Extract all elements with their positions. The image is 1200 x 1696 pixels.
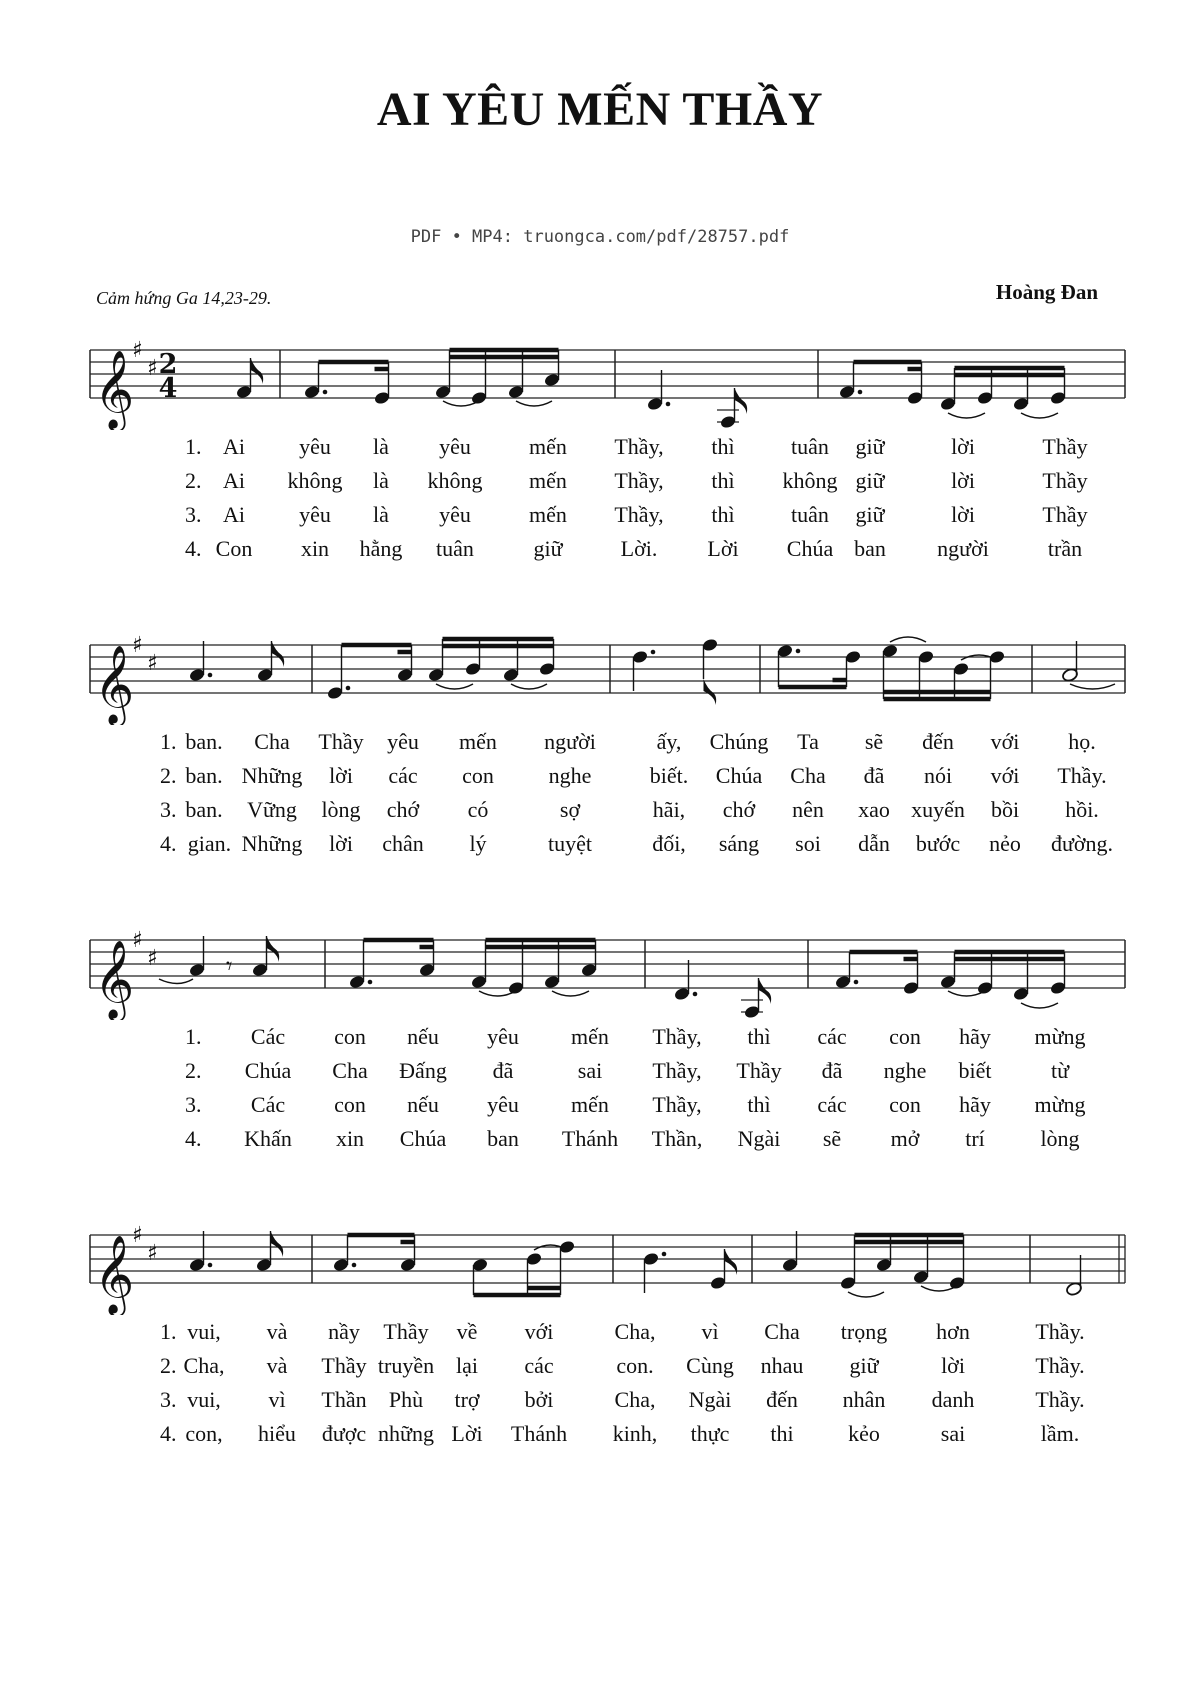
lyric-syllable: với bbox=[990, 763, 1020, 788]
lyric-syllable: không bbox=[427, 468, 483, 493]
tie-slur bbox=[1021, 1003, 1058, 1008]
lyric-syllable: sợ bbox=[559, 797, 581, 822]
lyric-line-verse-2 bbox=[0, 1351, 1200, 1381]
lyric-syllable: truyền bbox=[377, 1353, 435, 1378]
verse-number: 1. bbox=[185, 434, 202, 459]
augmentation-dot bbox=[662, 1252, 667, 1257]
sharp-icon: ♯ bbox=[132, 928, 143, 953]
lyric-syllable: từ bbox=[1050, 1058, 1070, 1083]
treble-clef-icon: 𝄞 bbox=[94, 1235, 135, 1314]
lyric-syllable: Thầy. bbox=[1057, 763, 1107, 788]
lyric-syllable: Ai bbox=[223, 502, 245, 527]
lyric-syllable: Khấn bbox=[244, 1126, 292, 1151]
lyric-syllable: thi bbox=[770, 1421, 794, 1446]
lyric-syllable: đến bbox=[922, 729, 954, 754]
lyric-syllable: hãy bbox=[959, 1024, 991, 1049]
lyric-syllable: mừng bbox=[1034, 1024, 1086, 1049]
staff bbox=[0, 1205, 1200, 1315]
lyric-syllable: thì bbox=[747, 1092, 771, 1117]
tie-slur bbox=[1021, 413, 1058, 418]
lyric-syllable: Cha, bbox=[614, 1387, 656, 1412]
lyric-syllable: là bbox=[373, 502, 389, 527]
lyric-syllable: vì bbox=[268, 1387, 286, 1412]
lyric-syllable: mến bbox=[571, 1024, 609, 1049]
lyric-syllable: mừng bbox=[1034, 1092, 1086, 1117]
lyric-syllable: Lời bbox=[707, 536, 739, 561]
lyric-syllable: lời bbox=[329, 763, 353, 788]
inspiration-note: Cảm hứng Ga 14,23-29. bbox=[96, 288, 272, 308]
lyric-syllable: lời bbox=[941, 1353, 965, 1378]
lyric-syllable: mến bbox=[459, 729, 497, 754]
lyric-syllable: Thánh bbox=[561, 1126, 619, 1151]
lyric-syllable: Chúa bbox=[786, 536, 834, 561]
verse-number: 3. bbox=[185, 502, 202, 527]
lyric-line-verse-4 bbox=[0, 1419, 1200, 1449]
tie-slur bbox=[436, 684, 473, 689]
lyric-syllable: vui, bbox=[187, 1319, 221, 1344]
lyric-syllable: Ngài bbox=[737, 1126, 781, 1151]
music-system-2 bbox=[0, 615, 1200, 905]
lyric-line-verse-3 bbox=[0, 1090, 1200, 1120]
lyric-syllable: Các bbox=[250, 1092, 286, 1117]
lyric-syllable: xuyến bbox=[911, 797, 965, 822]
verse-number: 2. bbox=[185, 1058, 202, 1083]
lyric-syllable: nẻo bbox=[989, 831, 1021, 856]
augmentation-dot bbox=[693, 992, 698, 997]
lyric-syllable: Cha bbox=[332, 1058, 368, 1083]
lyric-syllable: với bbox=[990, 729, 1020, 754]
sharp-icon: ♯ bbox=[132, 338, 143, 363]
verse-number: 3. bbox=[160, 1387, 177, 1412]
lyric-syllable: Vững bbox=[247, 797, 297, 822]
lyric-syllable: hiểu bbox=[258, 1421, 296, 1446]
lyric-line-verse-4 bbox=[0, 534, 1200, 564]
lyric-syllable: sáng bbox=[718, 831, 760, 856]
sharp-icon: ♯ bbox=[147, 1241, 158, 1266]
lyric-syllable: xao bbox=[858, 797, 890, 822]
lyric-syllable: chân bbox=[382, 831, 424, 856]
verse-number: 1. bbox=[185, 1024, 202, 1049]
lyric-syllable: ban bbox=[854, 536, 886, 561]
lyric-syllable: bởi bbox=[524, 1387, 554, 1412]
lyric-syllable: yêu bbox=[439, 502, 471, 527]
lyric-syllable: thì bbox=[711, 502, 735, 527]
lyric-syllable: Lời. bbox=[620, 536, 658, 561]
lyric-line-verse-2 bbox=[0, 466, 1200, 496]
verse-number: 3. bbox=[160, 797, 177, 822]
lyric-syllable: Thầy, bbox=[614, 502, 664, 527]
augmentation-dot bbox=[208, 1263, 213, 1268]
lyric-syllable: Thầy, bbox=[614, 434, 664, 459]
lyric-syllable: Chúa bbox=[715, 763, 763, 788]
lyric-syllable: yêu bbox=[299, 502, 331, 527]
lyric-syllable: Thầy bbox=[1042, 468, 1088, 493]
lyric-syllable: Con bbox=[215, 536, 253, 561]
lyric-syllable: giữ bbox=[533, 536, 563, 561]
verse-number: 4. bbox=[160, 1421, 177, 1446]
lyric-syllable: đã bbox=[863, 763, 885, 788]
lyric-syllable: đến bbox=[766, 1387, 798, 1412]
lyric-syllable: trần bbox=[1047, 536, 1083, 561]
source-link: PDF • MP4: truongca.com/pdf/28757.pdf bbox=[410, 227, 790, 247]
lyric-syllable: yêu bbox=[299, 434, 331, 459]
tie-slur bbox=[511, 684, 547, 689]
lyric-syllable: kinh, bbox=[612, 1421, 658, 1446]
lyric-syllable: ban. bbox=[185, 763, 223, 788]
lyric-syllable: hãy bbox=[959, 1092, 991, 1117]
lyric-syllable: con bbox=[462, 763, 494, 788]
lyric-syllable: đã bbox=[821, 1058, 843, 1083]
lyric-syllable: nói bbox=[923, 763, 953, 788]
lyric-syllable: lý bbox=[469, 831, 487, 856]
lyric-syllable: những bbox=[378, 1421, 434, 1446]
lyric-syllable: vì bbox=[701, 1319, 719, 1344]
lyric-syllable: mến bbox=[529, 502, 567, 527]
lyric-syllable: nhau bbox=[760, 1353, 804, 1378]
lyric-syllable: Cha, bbox=[614, 1319, 656, 1344]
tie-slur bbox=[1070, 684, 1115, 689]
augmentation-dot bbox=[858, 390, 863, 395]
lyric-syllable: với bbox=[524, 1319, 554, 1344]
lyric-syllable: là bbox=[373, 434, 389, 459]
lyric-syllable: người bbox=[544, 729, 596, 754]
staff bbox=[0, 615, 1200, 725]
lyric-syllable: có bbox=[467, 797, 489, 822]
lyric-syllable: con, bbox=[185, 1421, 223, 1446]
lyric-syllable: mến bbox=[571, 1092, 609, 1117]
lyric-syllable: Cha bbox=[764, 1319, 800, 1344]
staff bbox=[0, 910, 1200, 1020]
lyric-syllable: thì bbox=[711, 434, 735, 459]
lyric-syllable: Cha bbox=[254, 729, 290, 754]
lyric-syllable: nghe bbox=[548, 763, 592, 788]
lyric-syllable: mến bbox=[529, 434, 567, 459]
lyric-syllable: Ai bbox=[223, 468, 245, 493]
lyric-syllable: nghe bbox=[883, 1058, 927, 1083]
lyric-syllable: Cùng bbox=[686, 1353, 734, 1378]
lyric-syllable: người bbox=[937, 536, 989, 561]
lyric-line-verse-2 bbox=[0, 761, 1200, 791]
lyric-syllable: con bbox=[889, 1092, 921, 1117]
treble-clef-icon: 𝄞 bbox=[94, 645, 135, 724]
verse-number: 1. bbox=[160, 1319, 177, 1344]
lyric-syllable: con bbox=[889, 1024, 921, 1049]
lyric-syllable: được bbox=[321, 1421, 367, 1446]
lyric-syllable: giữ bbox=[855, 502, 885, 527]
lyric-syllable: ban. bbox=[185, 729, 223, 754]
lyric-syllable: thì bbox=[747, 1024, 771, 1049]
lyric-line-verse-1 bbox=[0, 727, 1200, 757]
lyric-syllable: Thầy bbox=[318, 729, 364, 754]
lyric-syllable: thì bbox=[711, 468, 735, 493]
lyric-syllable: và bbox=[266, 1319, 288, 1344]
lyric-syllable: đường. bbox=[1050, 831, 1114, 856]
lyric-syllable: Thầy, bbox=[652, 1024, 702, 1049]
lyric-syllable: yêu bbox=[487, 1024, 519, 1049]
lyric-syllable: Thần, bbox=[651, 1126, 703, 1151]
lyric-syllable: xin bbox=[335, 1126, 365, 1151]
treble-clef-icon: 𝄞 bbox=[94, 940, 135, 1019]
lyric-syllable: là bbox=[373, 468, 389, 493]
tie-slur bbox=[516, 401, 552, 406]
verse-number: 2. bbox=[160, 763, 177, 788]
lyric-syllable: Các bbox=[250, 1024, 286, 1049]
lyric-syllable: lòng bbox=[1040, 1126, 1080, 1151]
lyric-syllable: con bbox=[334, 1092, 366, 1117]
lyric-syllable: lại bbox=[456, 1353, 478, 1378]
lyric-syllable: không bbox=[782, 468, 838, 493]
lyric-syllable: Thầy bbox=[321, 1353, 367, 1378]
lyric-line-verse-4 bbox=[0, 829, 1200, 859]
lyric-syllable: Thầy bbox=[736, 1058, 782, 1083]
lyric-syllable: nên bbox=[792, 797, 824, 822]
lyric-line-verse-3 bbox=[0, 500, 1200, 530]
verse-number: 2. bbox=[185, 468, 202, 493]
augmentation-dot bbox=[323, 390, 328, 395]
lyric-syllable: tuân bbox=[436, 536, 474, 561]
lyric-syllable: Ai bbox=[223, 434, 245, 459]
augmentation-dot bbox=[796, 649, 801, 654]
lyric-syllable: và bbox=[266, 1353, 288, 1378]
lyric-syllable: xin bbox=[300, 536, 330, 561]
verse-number: 2. bbox=[160, 1353, 177, 1378]
lyric-syllable: đối, bbox=[652, 831, 686, 856]
lyric-syllable: Đấng bbox=[399, 1058, 447, 1083]
lyric-syllable: nếu bbox=[407, 1092, 439, 1117]
lyric-syllable: Thầy bbox=[1042, 502, 1088, 527]
verse-number: 4. bbox=[160, 831, 177, 856]
eighth-rest-icon: 𝄾 bbox=[226, 952, 233, 980]
lyric-syllable: giữ bbox=[855, 434, 885, 459]
lyric-syllable: Ngài bbox=[688, 1387, 732, 1412]
lyric-syllable: sai bbox=[577, 1058, 603, 1083]
lyric-syllable: Thánh bbox=[510, 1421, 568, 1446]
lyric-line-verse-1 bbox=[0, 1022, 1200, 1052]
augmentation-dot bbox=[854, 980, 859, 985]
lyric-syllable: con bbox=[334, 1024, 366, 1049]
lyric-syllable: hãi, bbox=[652, 797, 686, 822]
sharp-icon: ♯ bbox=[147, 356, 158, 381]
verse-number: 4. bbox=[185, 1126, 202, 1151]
lyric-syllable: tuyệt bbox=[548, 831, 592, 856]
lyric-syllable: mở bbox=[890, 1126, 920, 1151]
lyric-syllable: lời bbox=[951, 502, 975, 527]
lyric-syllable: Chúa bbox=[399, 1126, 447, 1151]
music-system-1 bbox=[0, 320, 1200, 610]
lyric-syllable: lời bbox=[951, 468, 975, 493]
music-system-4 bbox=[0, 1205, 1200, 1495]
song-title: AI YÊU MẾN THẦY bbox=[376, 83, 824, 136]
lyric-syllable: hằng bbox=[359, 536, 403, 561]
lyric-syllable: Thần bbox=[321, 1387, 367, 1412]
note-flag bbox=[704, 679, 717, 705]
lyric-syllable: biết bbox=[958, 1058, 992, 1083]
augmentation-dot bbox=[208, 673, 213, 678]
augmentation-dot bbox=[368, 980, 373, 985]
sharp-icon: ♯ bbox=[132, 1223, 143, 1248]
lyric-syllable: hồi. bbox=[1065, 797, 1099, 822]
lyric-syllable: trí bbox=[965, 1126, 985, 1151]
lyric-syllable: Thầy, bbox=[614, 468, 664, 493]
time-signature-top: 2 bbox=[158, 349, 178, 380]
lyric-syllable: các bbox=[817, 1092, 847, 1117]
lyric-line-verse-3 bbox=[0, 795, 1200, 825]
lyric-syllable: thực bbox=[690, 1421, 730, 1446]
lyric-syllable: yêu bbox=[387, 729, 419, 754]
lyric-syllable: trọng bbox=[840, 1319, 888, 1344]
lyric-syllable: dẫn bbox=[858, 831, 890, 856]
lyric-syllable: giữ bbox=[849, 1353, 879, 1378]
augmentation-dot bbox=[352, 1263, 357, 1268]
lyric-syllable: Thầy, bbox=[652, 1058, 702, 1083]
augmentation-dot bbox=[666, 402, 671, 407]
lyric-syllable: soi bbox=[795, 831, 821, 856]
lyric-syllable: Chúa bbox=[244, 1058, 292, 1083]
lyric-syllable: ấy, bbox=[656, 729, 682, 754]
lyric-syllable: Những bbox=[241, 831, 303, 856]
time-signature-bottom: 4 bbox=[158, 373, 178, 404]
lyric-line-verse-4 bbox=[0, 1124, 1200, 1154]
lyric-syllable: chớ bbox=[722, 797, 756, 822]
lyric-syllable: trợ bbox=[454, 1387, 480, 1412]
verse-number: 4. bbox=[185, 536, 202, 561]
lyric-syllable: kẻo bbox=[848, 1421, 880, 1446]
lyric-syllable: giữ bbox=[855, 468, 885, 493]
lyric-syllable: Cha bbox=[790, 763, 826, 788]
lyric-syllable: bồi bbox=[990, 797, 1020, 822]
lyric-syllable: hơn bbox=[936, 1319, 970, 1344]
lyric-syllable: danh bbox=[931, 1387, 975, 1412]
lyric-syllable: ban bbox=[487, 1126, 519, 1151]
lyric-syllable: Thầy. bbox=[1035, 1353, 1085, 1378]
lyric-syllable: lầm. bbox=[1040, 1421, 1080, 1446]
lyric-syllable: ban. bbox=[185, 797, 223, 822]
lyric-syllable: Thầy bbox=[1042, 434, 1088, 459]
lyric-syllable: Những bbox=[241, 763, 303, 788]
lyric-syllable: mến bbox=[529, 468, 567, 493]
staff bbox=[0, 320, 1200, 430]
lyric-syllable: Lời bbox=[451, 1421, 483, 1446]
sharp-icon: ♯ bbox=[147, 651, 158, 676]
lyric-syllable: tuân bbox=[791, 434, 829, 459]
lyric-syllable: sẽ bbox=[822, 1126, 842, 1151]
lyric-syllable: về bbox=[456, 1319, 478, 1344]
verse-number: 1. bbox=[160, 729, 177, 754]
sharp-icon: ♯ bbox=[147, 946, 158, 971]
tie-slur bbox=[848, 1292, 884, 1297]
sharp-icon: ♯ bbox=[132, 633, 143, 658]
tie-slur bbox=[552, 991, 589, 996]
music-system-3 bbox=[0, 910, 1200, 1200]
lyric-syllable: Cha, bbox=[183, 1353, 225, 1378]
lyric-syllable: Thầy. bbox=[1035, 1387, 1085, 1412]
tie-slur bbox=[890, 637, 926, 642]
lyric-syllable: con. bbox=[616, 1353, 654, 1378]
lyric-syllable: các bbox=[388, 763, 418, 788]
lyric-syllable: lòng bbox=[321, 797, 361, 822]
tie-slur bbox=[948, 413, 985, 418]
lyric-syllable: tuân bbox=[791, 502, 829, 527]
lyric-syllable: yêu bbox=[487, 1092, 519, 1117]
lyric-line-verse-1 bbox=[0, 1317, 1200, 1347]
lyric-syllable: lời bbox=[951, 434, 975, 459]
lyric-syllable: sai bbox=[940, 1421, 966, 1446]
lyric-syllable: bước bbox=[915, 831, 961, 856]
lyric-syllable: vui, bbox=[187, 1387, 221, 1412]
lyric-syllable: Thầy. bbox=[1035, 1319, 1085, 1344]
lyric-syllable: Thầy bbox=[383, 1319, 429, 1344]
treble-clef-icon: 𝄞 bbox=[94, 350, 135, 429]
lyric-syllable: không bbox=[287, 468, 343, 493]
lyric-syllable: biết. bbox=[649, 763, 689, 788]
lyric-syllable: các bbox=[524, 1353, 554, 1378]
lyric-syllable: Phù bbox=[388, 1387, 424, 1412]
lyric-syllable: yêu bbox=[439, 434, 471, 459]
lyric-line-verse-1 bbox=[0, 432, 1200, 462]
lyric-syllable: họ. bbox=[1068, 729, 1096, 754]
lyric-syllable: Chúng bbox=[709, 729, 769, 754]
lyric-syllable: nầy bbox=[328, 1319, 360, 1344]
lyric-syllable: nhân bbox=[842, 1387, 886, 1412]
augmentation-dot bbox=[651, 650, 656, 655]
lyric-syllable: đã bbox=[492, 1058, 514, 1083]
lyric-line-verse-2 bbox=[0, 1056, 1200, 1086]
lyric-syllable: Thầy, bbox=[652, 1092, 702, 1117]
lyric-syllable: gian. bbox=[187, 831, 232, 856]
lyric-syllable: các bbox=[817, 1024, 847, 1049]
verse-number: 3. bbox=[185, 1092, 202, 1117]
composer-name: Hoàng Đan bbox=[995, 280, 1098, 304]
tie-slur bbox=[159, 979, 193, 984]
augmentation-dot bbox=[346, 686, 351, 691]
lyric-syllable: Ta bbox=[797, 729, 819, 754]
lyric-syllable: lời bbox=[329, 831, 353, 856]
lyric-line-verse-3 bbox=[0, 1385, 1200, 1415]
lyric-syllable: chớ bbox=[386, 797, 420, 822]
lyric-syllable: sẽ bbox=[864, 729, 884, 754]
lyric-syllable: nếu bbox=[407, 1024, 439, 1049]
